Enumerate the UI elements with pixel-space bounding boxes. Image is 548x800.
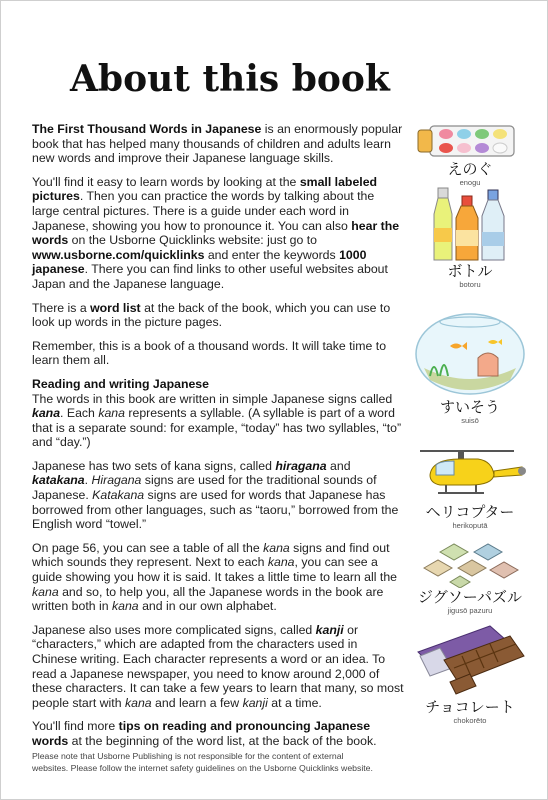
sidebar-item-botoru [410, 186, 530, 290]
sidebar-item-chokoreto [410, 622, 530, 726]
page-title: About this book [70, 58, 390, 100]
sidebar-item-suisou [410, 306, 530, 426]
word-jp: すいそう [439, 398, 500, 416]
paragraph-hiragana-katakana: Japanese has two sets of kana signs, called hiragana and katakana. Hiragana signs are used for the traditional sounds of Japanese. Katakana signs are used for words that Japanese has borrowed from other languages, such as “taoru,” borrowed from the English word “towel.” [32, 458, 399, 532]
sidebar-item-jigusou-pazuru [410, 538, 530, 616]
word-jp: ヘリコプター [425, 503, 515, 521]
word-jp: ボトル [447, 262, 493, 280]
bottles-icon [410, 186, 530, 262]
paragraph-word-list: There is a word list at the back of the book, which you can use to look up words in the picture pages. [32, 300, 391, 330]
word-romaji: botoru [459, 280, 481, 289]
paragraph-remember: Remember, this is a book of a thousand words. It will take time to learn them all. [32, 338, 387, 368]
paragraph-kana-table: On page 56, you can see a table of all the kana signs and find out which sounds they represent. Next to each kana, you can see a guide showing you how it is said. It takes a little time to learn all the kana and so, to help you, all the Japanese words in the book are written both in kana and in our own alphabet. [32, 540, 397, 614]
paragraph-tips: You'll find more tips on reading and pronouncing Japanese words at the beginning of the word list, at the back of the book. [32, 719, 377, 748]
sidebar-item-enogu [410, 122, 530, 188]
word-romaji: jigusō pazuru [447, 606, 493, 615]
main-text [32, 122, 404, 758]
word-romaji: chokorēto [453, 716, 487, 725]
sidebar-item-herikoputa [410, 445, 530, 531]
quicklinks-link[interactable]: www.usborne.com/quicklinks [32, 247, 205, 262]
word-romaji: suisō [461, 416, 479, 425]
paint-palette-icon [410, 122, 530, 160]
fish-tank-icon [410, 306, 530, 398]
word-romaji: enogu [459, 178, 481, 187]
word-jp: えのぐ [447, 160, 493, 178]
helicopter-icon [410, 445, 530, 503]
paragraph-kana: The words in this book are written in simple Japanese signs called kana. Each kana represents a syllable. (A syllable is part of a word that is a separate sound: for example, “today” has two syllables, “to” and “day.”) [32, 391, 402, 450]
paragraph-kanji: Japanese also uses more complicated signs, called kanji or “characters,” which are adapted from the characters used in Chinese writing. Each character represents a word or an idea. To read a Japanese newspaper, you need to know around 2,000 of these characters. It can take a few years to learn that many, so most people start with kana and learn a few kanji at a time. [32, 622, 404, 710]
book-title: The First Thousand Words in Japanese [32, 122, 262, 136]
word-romaji: herikoputā [452, 521, 488, 530]
section-heading: Reading and writing Japanese [32, 376, 209, 391]
word-jp: チョコレート [425, 698, 515, 716]
intro-paragraph: The First Thousand Words in Japanese is an enormously popular book that has helped many thousands of children and adults learn new words and improve their Japanese language skills. [32, 122, 403, 166]
jigsaw-puzzle-icon [410, 538, 530, 588]
chocolate-icon [410, 622, 530, 698]
paragraph-pictures: You'll find it easy to learn words by looking at the small labeled pictures. Then you can practice the words by talking about the large central pictures. There is a guide under each word in Japanese, showing you how to pronounce it. You can also hear the words on the Usborne Quicklinks website: just go to www.usborne.com/quicklinks and enter the keywords 1000 japanese. There you can find links to other useful websites about Japan and the Japanese language. [32, 174, 400, 291]
footnote: Please note that Usborne Publishing is not responsible for the content of external websites. Please follow the internet safety guidelines on the Usborne Quicklinks website. [32, 751, 373, 773]
word-jp: ジグソーパズル [418, 588, 522, 606]
